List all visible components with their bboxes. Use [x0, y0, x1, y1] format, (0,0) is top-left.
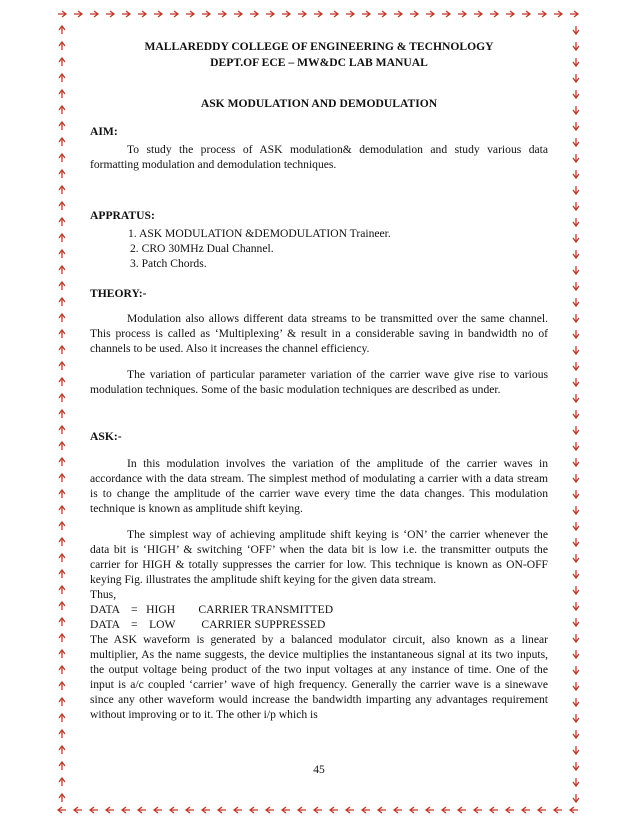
- border-arrow-icon: [234, 807, 242, 813]
- border-arrow-icon: [59, 586, 65, 594]
- aim-text: To study the process of ASK modulation& demodulation and study various data formatting modulation and demodulation techniques.: [90, 143, 548, 171]
- border-arrow-icon: [573, 394, 579, 402]
- border-arrow-icon: [458, 11, 466, 17]
- border-arrow-icon: [90, 11, 98, 17]
- apparatus-item: 1. ASK MODULATION &DEMODULATION Traineer.: [128, 227, 391, 240]
- border-arrow-icon: [573, 346, 579, 354]
- border-arrow-icon: [59, 58, 65, 66]
- border-arrow-icon: [573, 458, 579, 466]
- border-arrow-icon: [59, 42, 65, 50]
- border-arrow-icon: [378, 11, 386, 17]
- department-header: DEPT.OF ECE – MW&DC LAB MANUAL: [210, 56, 428, 69]
- border-arrow-icon: [573, 634, 579, 642]
- border-arrow-icon: [573, 522, 579, 530]
- border-arrow-icon: [218, 11, 226, 17]
- border-arrow-icon: [59, 634, 65, 642]
- border-arrow-icon: [122, 11, 130, 17]
- border-arrow-icon: [59, 378, 65, 386]
- border-arrow-icon: [59, 442, 65, 450]
- experiment-title: ASK MODULATION AND DEMODULATION: [200, 97, 438, 110]
- border-arrow-icon: [573, 586, 579, 594]
- border-arrow-icon: [573, 378, 579, 386]
- ask-paragraph: In this modulation involves the variation of the amplitude of the carrier waves in accordance with the data stream. The simplest method of modulating a carrier with a data stream is to change the amplitude of the carrier wave every time the data changes. This modulation technique is known as amplitude shift keying.: [90, 457, 548, 515]
- border-arrow-icon: [490, 11, 498, 17]
- border-arrow-icon: [573, 234, 579, 242]
- border-arrow-icon: [573, 506, 579, 514]
- border-arrow-icon: [59, 346, 65, 354]
- ask-section: [90, 429, 548, 722]
- border-arrow-icon: [410, 11, 418, 17]
- border-arrow-icon: [573, 762, 579, 770]
- border-arrow-icon: [346, 11, 354, 17]
- ask-heading: ASK:-: [90, 430, 122, 443]
- border-arrow-icon: [59, 666, 65, 674]
- theory-heading: THEORY:-: [90, 287, 147, 300]
- border-arrow-icon: [573, 282, 579, 290]
- border-arrow-icon: [59, 714, 65, 722]
- border-arrow-icon: [522, 11, 530, 17]
- border-arrow-icon: [74, 807, 82, 813]
- border-arrow-icon: [59, 138, 65, 146]
- border-arrow-icon: [442, 11, 450, 17]
- border-arrow-icon: [573, 778, 579, 786]
- border-arrow-icon: [314, 807, 322, 813]
- border-arrow-icon: [573, 154, 579, 162]
- border-arrow-icon: [573, 298, 579, 306]
- border-arrow-icon: [573, 218, 579, 226]
- border-arrow-icon: [573, 730, 579, 738]
- border-arrow-icon: [394, 807, 402, 813]
- border-arrow-icon: [573, 746, 579, 754]
- border-arrow-icon: [59, 250, 65, 258]
- border-arrow-icon: [59, 314, 65, 322]
- border-arrow-icon: [362, 807, 370, 813]
- theory-paragraph: The variation of particular parameter variation of the carrier wave give rise to various modulation techniques. Some of the basic modulation techniques are described as under.: [90, 368, 548, 396]
- border-arrow-icon: [426, 11, 434, 17]
- border-arrow-icon: [59, 698, 65, 706]
- border-arrow-icon: [573, 714, 579, 722]
- border-arrow-icon: [59, 122, 65, 130]
- border-arrow-icon: [58, 11, 66, 17]
- border-arrow-icon: [394, 11, 402, 17]
- border-arrow-icon: [58, 807, 66, 813]
- border-arrow-icon: [59, 570, 65, 578]
- border-arrow-icon: [573, 106, 579, 114]
- border-arrow-icon: [59, 266, 65, 274]
- border-arrow-icon: [573, 426, 579, 434]
- theory-paragraph: Modulation also allows different data streams to be transmitted over the same channel. This process is called as ‘Multiplexing’ & result in a considerable saving in bandwidth no of channels to be used. Also it increases the channel efficiency.: [90, 312, 548, 355]
- border-arrow-icon: [573, 74, 579, 82]
- border-arrow-icon: [554, 807, 562, 813]
- border-arrow-icon: [573, 122, 579, 130]
- border-arrow-icon: [573, 570, 579, 578]
- border-arrow-icon: [59, 490, 65, 498]
- border-arrow-icon: [59, 106, 65, 114]
- border-arrow-icon: [573, 90, 579, 98]
- border-arrow-icon: [298, 11, 306, 17]
- border-arrow-icon: [573, 602, 579, 610]
- data-low-row: DATA = LOW CARRIER SUPPRESSED: [90, 618, 326, 631]
- border-arrow-icon: [573, 442, 579, 450]
- border-arrow-icon: [59, 730, 65, 738]
- border-arrow-icon: [74, 11, 82, 17]
- border-arrow-icon: [59, 218, 65, 226]
- border-arrow-icon: [458, 807, 466, 813]
- border-arrow-icon: [282, 807, 290, 813]
- border-arrow-icon: [573, 410, 579, 418]
- border-arrow-icon: [59, 778, 65, 786]
- border-arrow-icon: [410, 807, 418, 813]
- border-arrow-icon: [573, 26, 579, 34]
- border-arrow-icon: [59, 202, 65, 210]
- ask-paragraph: The simplest way of achieving amplitude shift keying is ‘ON’ the carrier whenever the data bit is ‘HIGH’ & switching ‘OFF’ when the data bit is low i.e. the transmitter outputs the carrier for HIGH & totally suppresses the carrier for low. This technique is known as ON-OFF keying Fig. illustrates the amplitude shift keying for the given data stream.: [90, 528, 548, 586]
- border-arrow-icon: [522, 807, 530, 813]
- apparatus-heading: APPRATUS:: [90, 209, 155, 222]
- border-arrow-icon: [250, 807, 258, 813]
- border-arrow-icon: [59, 298, 65, 306]
- border-arrow-icon: [59, 794, 65, 802]
- border-arrow-icon: [106, 11, 114, 17]
- border-arrow-icon: [59, 234, 65, 242]
- border-arrow-icon: [573, 666, 579, 674]
- apparatus-item: 2. CRO 30MHz Dual Channel.: [130, 242, 274, 255]
- border-arrow-icon: [573, 698, 579, 706]
- border-arrow-icon: [573, 250, 579, 258]
- border-arrow-icon: [266, 11, 274, 17]
- border-arrow-icon: [106, 807, 114, 813]
- border-arrow-icon: [59, 506, 65, 514]
- border-arrow-icon: [474, 807, 482, 813]
- border-arrow-icon: [218, 807, 226, 813]
- border-arrow-icon: [154, 11, 162, 17]
- border-arrow-icon: [59, 410, 65, 418]
- border-arrow-icon: [186, 807, 194, 813]
- border-arrow-icon: [59, 746, 65, 754]
- border-arrow-icon: [426, 807, 434, 813]
- border-arrow-icon: [59, 650, 65, 658]
- border-arrow-icon: [138, 807, 146, 813]
- border-arrow-icon: [362, 11, 370, 17]
- border-arrow-icon: [573, 618, 579, 626]
- page-number: 45: [313, 763, 325, 776]
- border-arrow-icon: [474, 11, 482, 17]
- border-arrow-icon: [59, 602, 65, 610]
- border-arrow-icon: [573, 538, 579, 546]
- apparatus-item: 3. Patch Chords.: [130, 257, 207, 270]
- border-arrow-icon: [59, 538, 65, 546]
- border-arrow-icon: [573, 650, 579, 658]
- border-arrow-icon: [573, 186, 579, 194]
- border-arrow-icon: [573, 330, 579, 338]
- border-arrow-icon: [59, 682, 65, 690]
- theory-section: [90, 286, 548, 397]
- border-arrow-icon: [573, 314, 579, 322]
- border-arrow-icon: [59, 522, 65, 530]
- border-arrow-icon: [570, 807, 578, 813]
- border-arrow-icon: [573, 794, 579, 802]
- border-arrow-icon: [506, 11, 514, 17]
- college-header: MALLAREDDY COLLEGE OF ENGINEERING & TECHNOLOGY: [144, 40, 494, 53]
- border-arrow-icon: [59, 90, 65, 98]
- border-arrow-icon: [573, 58, 579, 66]
- border-arrow-icon: [298, 807, 306, 813]
- border-arrow-icon: [202, 11, 210, 17]
- border-arrow-icon: [170, 807, 178, 813]
- border-arrow-icon: [59, 74, 65, 82]
- border-arrow-icon: [59, 426, 65, 434]
- border-arrow-icon: [59, 394, 65, 402]
- border-arrow-icon: [378, 807, 386, 813]
- border-arrow-icon: [538, 807, 546, 813]
- border-arrow-icon: [266, 807, 274, 813]
- border-arrow-icon: [506, 807, 514, 813]
- border-arrow-icon: [59, 330, 65, 338]
- border-arrow-icon: [59, 26, 65, 34]
- border-arrow-icon: [186, 11, 194, 17]
- border-arrow-icon: [573, 202, 579, 210]
- border-arrow-icon: [570, 11, 578, 17]
- border-arrow-icon: [573, 266, 579, 274]
- border-arrow-icon: [59, 282, 65, 290]
- border-arrow-icon: [554, 11, 562, 17]
- border-arrow-icon: [573, 362, 579, 370]
- aim-section: [90, 124, 548, 172]
- border-arrow-icon: [90, 807, 98, 813]
- border-arrow-icon: [59, 362, 65, 370]
- border-arrow-icon: [573, 42, 579, 50]
- border-arrow-icon: [573, 682, 579, 690]
- border-arrow-icon: [59, 154, 65, 162]
- ask-paragraph: The ASK waveform is generated by a balanced modulator circuit, also known as a linear multiplier, As the name suggests, the device multiplies the instantaneous signal at its two inputs, the output voltage being product of the two input voltages at any instance of time. One of the input is a/c coupled ‘carrier’ wave of high frequency. Generally the carrier wave is a sinewave since any other waveform would increase the bandwidth imparting any advantages requirement without improving or to it. The other i/p which is: [90, 633, 548, 721]
- border-arrow-icon: [573, 170, 579, 178]
- border-arrow-icon: [250, 11, 258, 17]
- border-arrow-icon: [573, 474, 579, 482]
- border-arrow-icon: [59, 458, 65, 466]
- border-arrow-icon: [573, 138, 579, 146]
- border-arrow-icon: [490, 807, 498, 813]
- border-arrow-icon: [314, 11, 322, 17]
- border-arrow-icon: [59, 474, 65, 482]
- border-arrow-icon: [59, 170, 65, 178]
- border-arrow-icon: [330, 11, 338, 17]
- border-arrow-icon: [330, 807, 338, 813]
- border-arrow-icon: [234, 11, 242, 17]
- border-arrow-icon: [122, 807, 130, 813]
- border-arrow-icon: [59, 554, 65, 562]
- apparatus-section: [90, 208, 548, 271]
- border-arrow-icon: [59, 762, 65, 770]
- border-arrow-icon: [154, 807, 162, 813]
- border-arrow-icon: [282, 11, 290, 17]
- border-arrow-icon: [346, 807, 354, 813]
- border-arrow-icon: [202, 807, 210, 813]
- aim-heading: AIM:: [90, 125, 118, 138]
- border-arrow-icon: [170, 11, 178, 17]
- border-arrow-icon: [538, 11, 546, 17]
- border-arrow-icon: [442, 807, 450, 813]
- data-high-row: DATA = HIGH CARRIER TRANSMITTED: [90, 603, 334, 616]
- border-arrow-icon: [59, 618, 65, 626]
- border-arrow-icon: [59, 186, 65, 194]
- border-arrow-icon: [573, 554, 579, 562]
- border-arrow-icon: [138, 11, 146, 17]
- border-arrow-icon: [573, 490, 579, 498]
- thus-label: Thus,: [90, 588, 117, 601]
